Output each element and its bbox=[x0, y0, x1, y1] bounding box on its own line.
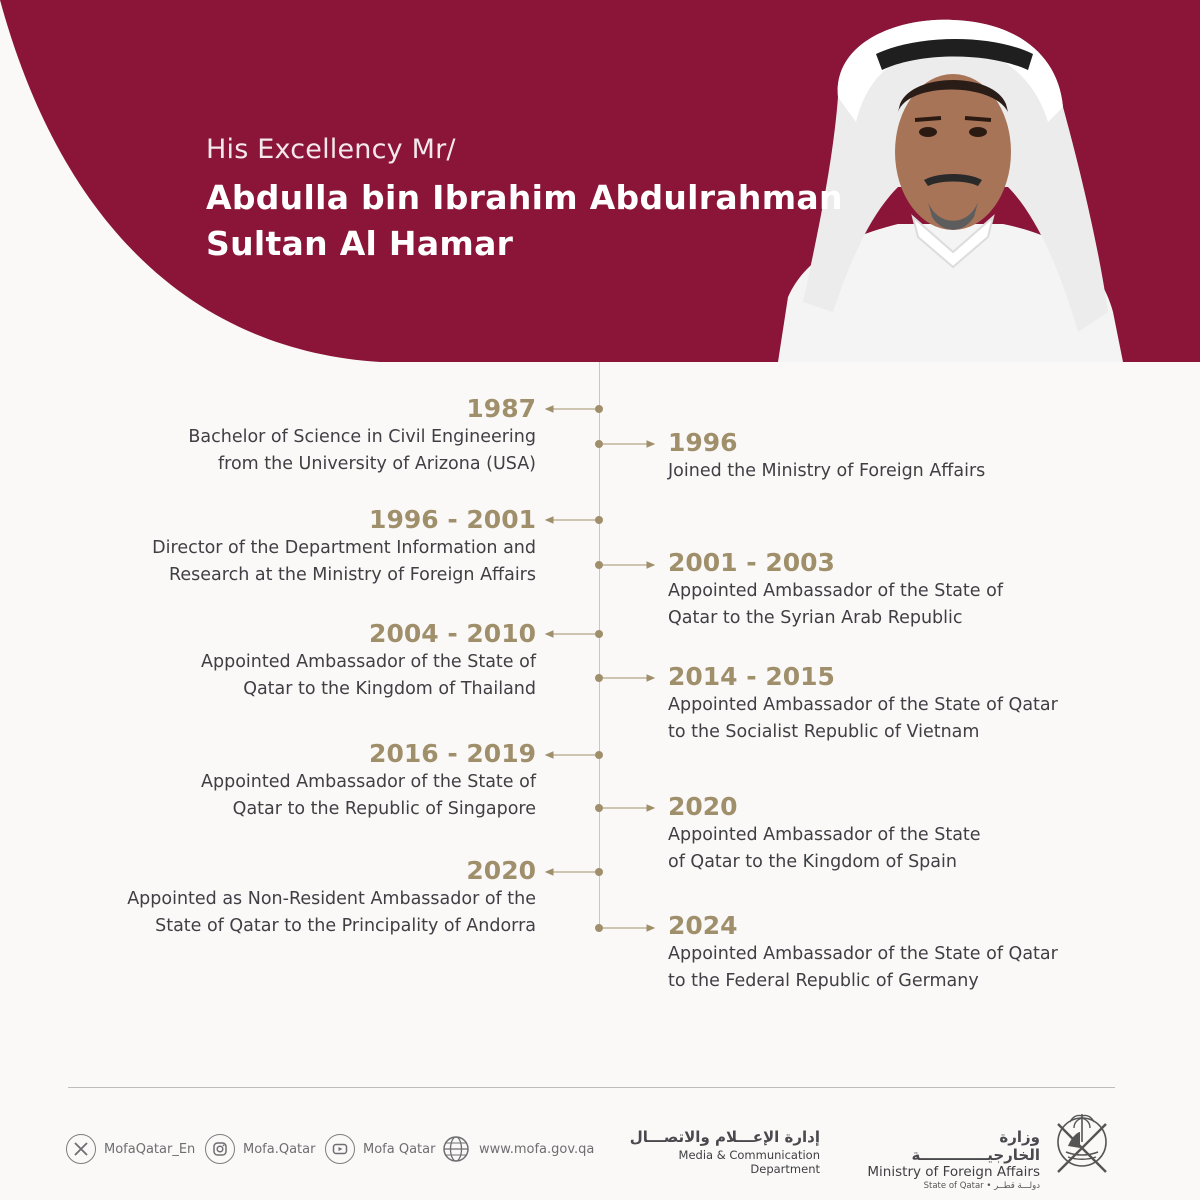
timeline-event-right-1 bbox=[668, 428, 985, 485]
event-desc-line: Research at the Ministry of Foreign Affairs bbox=[169, 565, 536, 585]
ministry-english: Ministry of Foreign Affairs bbox=[867, 1164, 1040, 1180]
connector-left-2020 bbox=[546, 869, 603, 876]
event-desc-line: Qatar to the Syrian Arab Republic bbox=[668, 608, 963, 628]
x-icon bbox=[66, 1134, 96, 1164]
social-link-website[interactable] bbox=[441, 1133, 594, 1165]
event-desc-line: of Qatar to the Kingdom of Spain bbox=[668, 852, 957, 872]
timeline-event-right-2 bbox=[668, 548, 1003, 632]
timeline-event-left-3 bbox=[201, 619, 536, 703]
connector-left-2004-2010 bbox=[546, 631, 603, 638]
connector-left-1987 bbox=[546, 406, 603, 413]
event-year: 2024 bbox=[668, 911, 738, 940]
event-desc-line: to the Socialist Republic of Vietnam bbox=[668, 722, 980, 742]
event-year: 1987 bbox=[466, 394, 536, 423]
timeline-event-right-5 bbox=[668, 911, 1058, 995]
timeline-event-left-5 bbox=[127, 856, 536, 940]
event-desc-line: Appointed as Non-Resident Ambassador of the bbox=[127, 889, 536, 909]
event-desc-line: State of Qatar to the Principality of Andorra bbox=[155, 916, 536, 936]
social-label: MofaQatar_En bbox=[104, 1141, 196, 1157]
connector-right-2024 bbox=[596, 925, 655, 932]
event-desc-line: Appointed Ambassador of the State bbox=[668, 825, 981, 845]
timeline-event-left-4 bbox=[201, 739, 536, 823]
timeline-event-left-2 bbox=[152, 505, 536, 589]
name-line-2: Sultan Al Hamar bbox=[206, 224, 514, 263]
timeline-event-right-3 bbox=[668, 662, 1058, 746]
youtube-icon bbox=[325, 1134, 355, 1164]
social-label: Mofa Qatar bbox=[363, 1141, 436, 1157]
event-desc-line: Appointed Ambassador of the State of bbox=[668, 581, 1003, 601]
event-year: 2016 - 2019 bbox=[369, 739, 536, 768]
social-link-x[interactable] bbox=[66, 1133, 195, 1165]
event-desc-line: Joined the Ministry of Foreign Affairs bbox=[668, 461, 986, 481]
ministry-logo bbox=[866, 1128, 1040, 1191]
timeline-event-left-1 bbox=[188, 394, 536, 478]
event-desc-line: Appointed Ambassador of the State of bbox=[201, 652, 536, 672]
instagram-icon bbox=[205, 1134, 235, 1164]
social-link-instagram[interactable] bbox=[205, 1133, 315, 1165]
event-year: 1996 - 2001 bbox=[369, 505, 536, 534]
event-desc-line: from the University of Arizona (USA) bbox=[217, 454, 536, 474]
ministry-arabic: وزارة الخارجيـــــــــــــة bbox=[911, 1128, 1040, 1164]
footer-divider bbox=[68, 1087, 1115, 1088]
connector-right-2001-2003 bbox=[596, 562, 655, 569]
event-year: 1996 bbox=[668, 428, 738, 457]
event-desc-line: Appointed Ambassador of the State of bbox=[201, 772, 536, 792]
connector-right-1996 bbox=[596, 441, 655, 448]
title-block bbox=[206, 134, 843, 267]
qatar-emblem-icon bbox=[1046, 1102, 1118, 1180]
event-year: 2020 bbox=[466, 856, 536, 885]
connector-left-2016-2019 bbox=[546, 752, 603, 759]
social-link-youtube[interactable] bbox=[325, 1133, 435, 1165]
name-line-1: Abdulla bin Ibrahim Abdulrahman bbox=[206, 178, 843, 217]
event-year: 2004 - 2010 bbox=[369, 619, 536, 648]
connector-right-2020 bbox=[596, 805, 655, 812]
event-desc-line: Director of the Department Information and bbox=[152, 538, 536, 558]
event-year: 2020 bbox=[668, 792, 738, 821]
event-desc-line: to the Federal Republic of Germany bbox=[668, 971, 979, 991]
globe-icon bbox=[441, 1134, 471, 1164]
department-logo bbox=[622, 1128, 820, 1176]
state-line: State of Qatar • دولـــة قطــر bbox=[923, 1181, 1040, 1191]
event-desc-line: Bachelor of Science in Civil Engineering bbox=[188, 427, 536, 447]
timeline-axis bbox=[599, 362, 600, 930]
event-desc-line: Qatar to the Republic of Singapore bbox=[232, 799, 536, 819]
event-desc-line: Appointed Ambassador of the State of Qatar bbox=[668, 695, 1058, 715]
event-year: 2001 - 2003 bbox=[668, 548, 835, 577]
event-year: 2014 - 2015 bbox=[668, 662, 835, 691]
department-arabic: إدارة الإعـــلام والاتصـــال bbox=[629, 1128, 820, 1146]
timeline-event-right-4 bbox=[668, 792, 981, 876]
connector-right-2014-2015 bbox=[596, 675, 655, 682]
event-desc-line: Appointed Ambassador of the State of Qatar bbox=[668, 944, 1058, 964]
event-desc-line: Qatar to the Kingdom of Thailand bbox=[243, 679, 536, 699]
connector-left-1996-2001 bbox=[546, 517, 603, 524]
social-label: www.mofa.gov.qa bbox=[479, 1141, 595, 1157]
social-label: Mofa.Qatar bbox=[243, 1141, 316, 1157]
department-english: Media & Communication Department bbox=[678, 1148, 820, 1176]
honorific: His Excellency Mr/ bbox=[206, 134, 456, 165]
